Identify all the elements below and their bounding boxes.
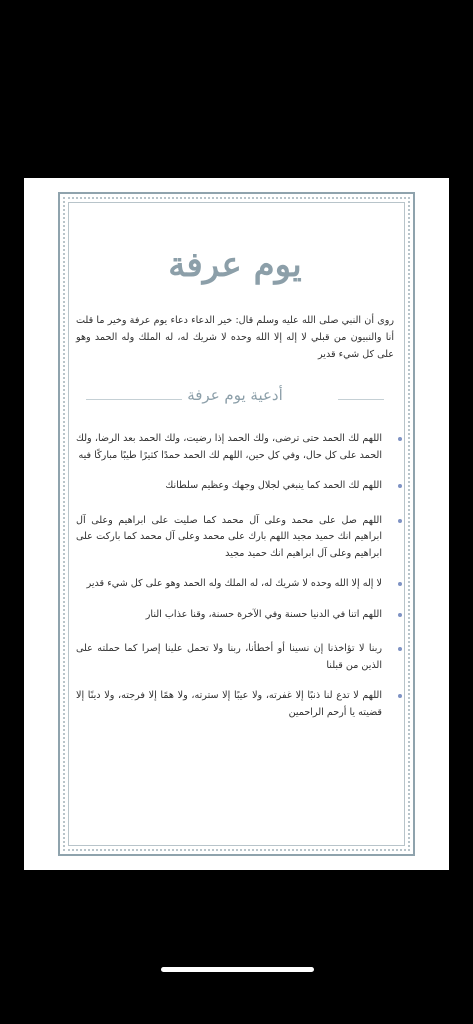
intro-paragraph: روى أن النبي صلى الله عليه وسلم قال: خير الدعاء دعاء يوم عرفة وخير ما قلت أنا والنبيون من قبلي لا إله إلا الله وحده لا شريك له، له الملك وله الحمد وهو على كل شيء قدير bbox=[76, 315, 394, 360]
list-item bbox=[76, 431, 394, 464]
bullet-icon bbox=[398, 647, 402, 651]
calligraphy-heading: يوم عرفة bbox=[168, 245, 302, 285]
list-item bbox=[76, 513, 394, 563]
bullet-icon bbox=[398, 484, 402, 488]
bullet-icon bbox=[398, 519, 402, 523]
section-title bbox=[76, 381, 394, 409]
dua-list bbox=[76, 431, 394, 721]
list-item bbox=[76, 688, 394, 721]
title-rule-right bbox=[338, 399, 384, 400]
list-item bbox=[76, 478, 394, 495]
section-title-text: أدعية يوم عرفة bbox=[187, 386, 283, 404]
bullet-icon bbox=[398, 582, 402, 586]
bullet-icon bbox=[398, 613, 402, 617]
dua-text: اللهم لك الحمد كما ينبغي لجلال وجهك وعظيم سلطانك bbox=[165, 480, 382, 491]
bullet-icon bbox=[398, 694, 402, 698]
dua-text: اللهم لك الحمد حتى ترضى، ولك الحمد إذا رضيت، ولك الحمد بعد الرضا، ولك الحمد على كل حال، وفي كل حين، اللهم لك الحمد حمدًا كثيرًا طيبًا مباركًا فيه bbox=[76, 433, 382, 461]
dua-text: لا إله إلا الله وحده لا شريك له، له الملك وله الحمد وهو على كل شيء قدير bbox=[86, 578, 382, 589]
document-page bbox=[24, 178, 449, 870]
dua-text: اللهم اتنا في الدنيا حسنة وفي الآخرة حسنة، وقنا عذاب النار bbox=[145, 608, 382, 620]
home-indicator[interactable] bbox=[161, 967, 314, 972]
page-content bbox=[76, 212, 394, 838]
dua-text: اللهم صل على محمد وعلى آل محمد كما صليت على ابراهيم وعلى آل ابراهيم انك حميد مجيد اللهم بارك على محمد وعلى آل محمد كما باركت على ابراهيم وعلى آل ابراهيم انك حميد مجيد bbox=[76, 514, 382, 559]
dua-text: ربنا لا تؤاخذنا إن نسينا أو أخطأنا، ربنا ولا تحمل علينا إصرا كما حملته على الذين من قبلنا bbox=[76, 643, 382, 671]
list-item bbox=[76, 607, 394, 624]
dua-text: اللهم لا تدع لنا ذنبًا إلا غفرته، ولا عيبًا إلا سترته، ولا همًا إلا فرجته، ولا دينًا إلا قضيته يا أرحم الراحمين bbox=[76, 690, 382, 718]
list-item bbox=[76, 641, 394, 674]
title-rule-left bbox=[86, 399, 182, 400]
list-item bbox=[76, 576, 394, 593]
bullet-icon bbox=[398, 437, 402, 441]
